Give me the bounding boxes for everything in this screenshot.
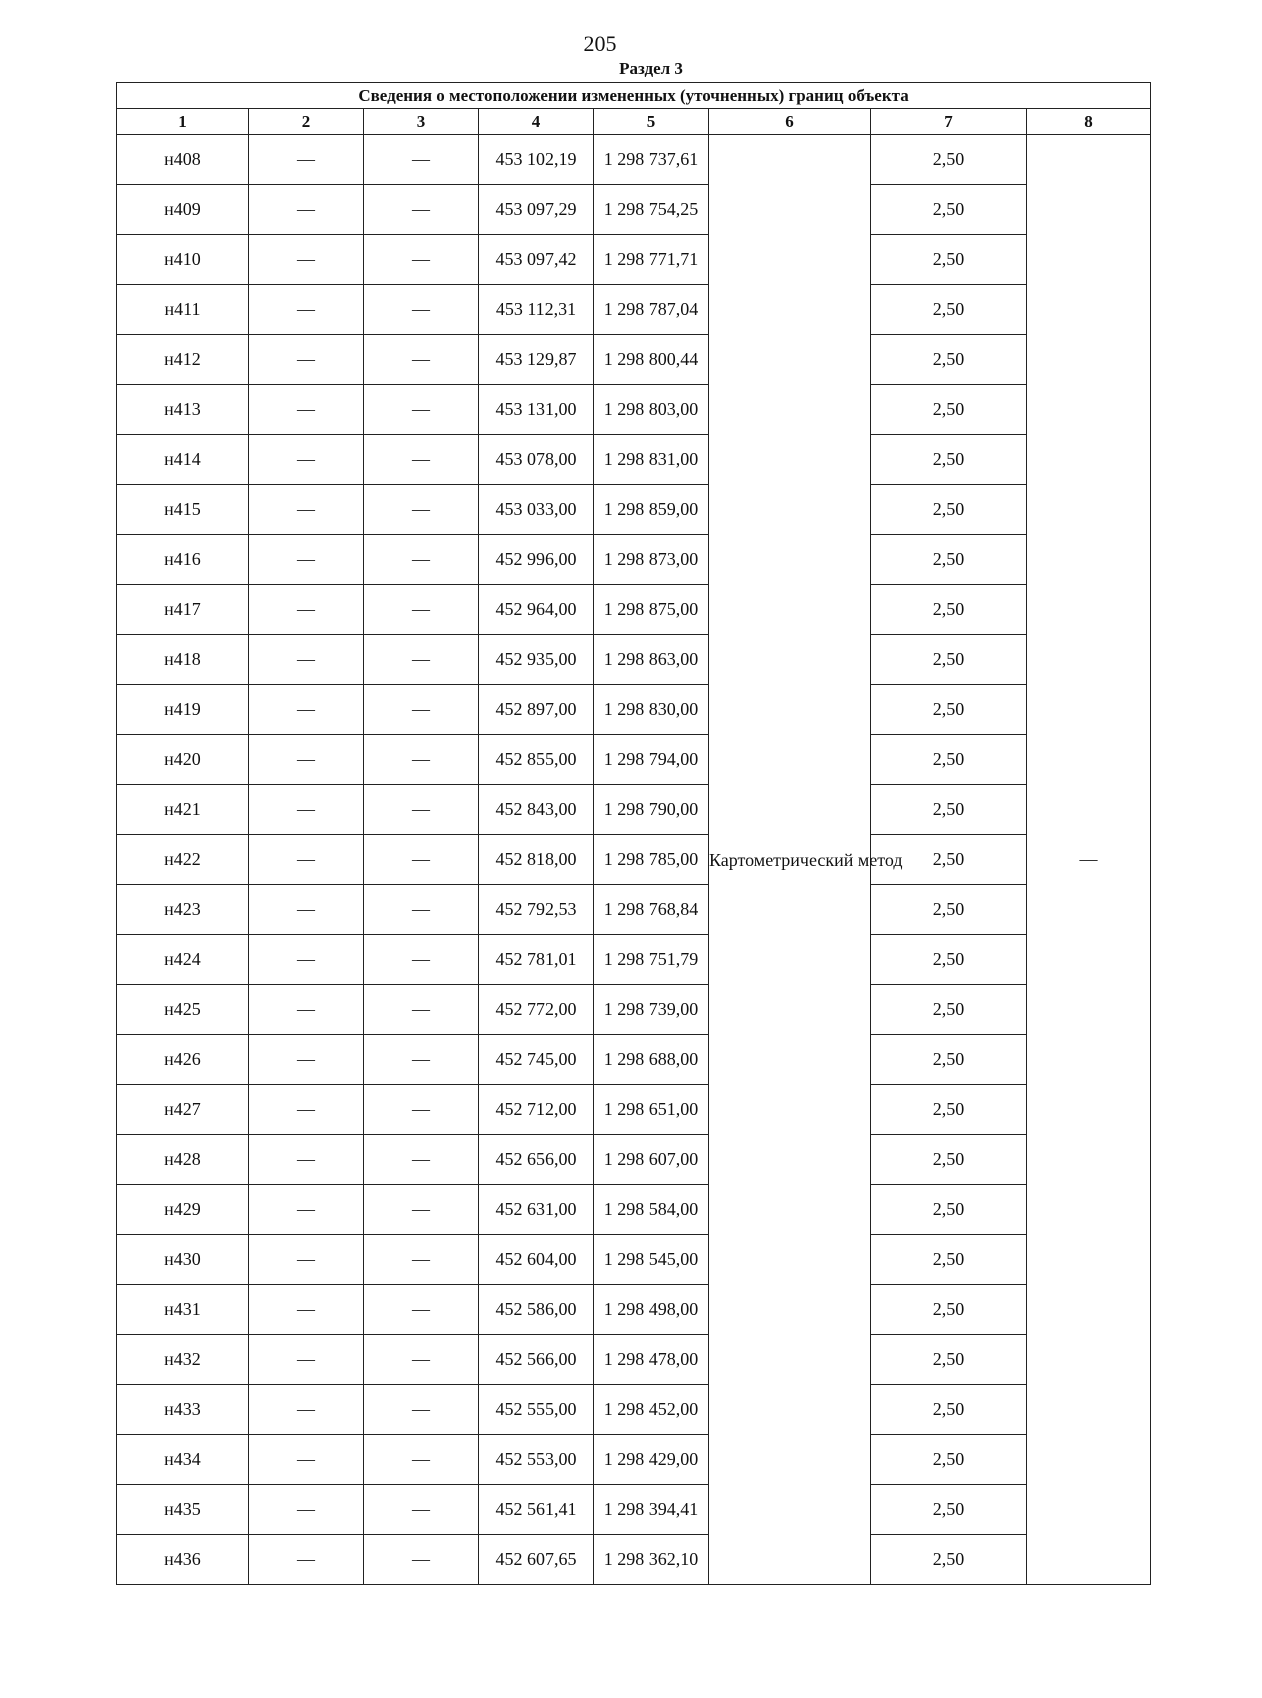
y-coordinate-cell: 1 298 545,00 (594, 1235, 709, 1285)
column-3-cell: — (364, 635, 479, 685)
point-id-cell: н415 (117, 485, 249, 535)
accuracy-cell: 2,50 (871, 635, 1027, 685)
table-row (117, 1385, 1151, 1435)
point-id-cell: н433 (117, 1385, 249, 1435)
accuracy-cell: 2,50 (871, 1535, 1027, 1585)
y-coordinate-cell: 1 298 873,00 (594, 535, 709, 585)
column-2-cell: — (249, 135, 364, 185)
table-row (117, 985, 1151, 1035)
accuracy-cell: 2,50 (871, 535, 1027, 585)
x-coordinate-cell: 453 131,00 (479, 385, 594, 435)
table-row (117, 335, 1151, 385)
section-title (0, 58, 1262, 80)
table-row (117, 735, 1151, 785)
accuracy-cell: 2,50 (871, 785, 1027, 835)
point-id-cell: н427 (117, 1085, 249, 1135)
column-2-cell: — (249, 1535, 364, 1585)
page-number: 205 (583, 31, 617, 56)
column-number-3: 3 (364, 109, 479, 135)
column-3-cell: — (364, 485, 479, 535)
x-coordinate-cell: 452 712,00 (479, 1085, 594, 1135)
column-3-cell: — (364, 535, 479, 585)
x-coordinate-cell: 452 843,00 (479, 785, 594, 835)
column-3-cell: — (364, 935, 479, 985)
point-id-cell: н421 (117, 785, 249, 835)
y-coordinate-cell: 1 298 498,00 (594, 1285, 709, 1335)
accuracy-cell: 2,50 (871, 1335, 1027, 1385)
accuracy-cell: 2,50 (871, 885, 1027, 935)
point-id-cell: н412 (117, 335, 249, 385)
accuracy-cell: 2,50 (871, 1385, 1027, 1435)
point-id-cell: н408 (117, 135, 249, 185)
point-id-cell: н434 (117, 1435, 249, 1485)
y-coordinate-cell: 1 298 800,44 (594, 335, 709, 385)
point-id-cell: н411 (117, 285, 249, 335)
x-coordinate-cell: 452 792,53 (479, 885, 594, 935)
accuracy-cell: 2,50 (871, 1085, 1027, 1135)
y-coordinate-cell: 1 298 429,00 (594, 1435, 709, 1485)
x-coordinate-cell: 453 129,87 (479, 335, 594, 385)
y-coordinate-cell: 1 298 785,00 (594, 835, 709, 885)
y-coordinate-cell: 1 298 768,84 (594, 885, 709, 935)
column-number-5: 5 (594, 109, 709, 135)
table-row (117, 435, 1151, 485)
column-3-cell: — (364, 1035, 479, 1085)
point-id-cell: н422 (117, 835, 249, 885)
point-id-cell: н420 (117, 735, 249, 785)
table-row (117, 1035, 1151, 1085)
y-coordinate-cell: 1 298 478,00 (594, 1335, 709, 1385)
table-caption: Сведения о местоположении измененных (уточненных) границ объекта (117, 83, 1151, 109)
point-id-cell: н436 (117, 1535, 249, 1585)
x-coordinate-cell: 452 996,00 (479, 535, 594, 585)
column-3-cell: — (364, 1385, 479, 1435)
method-cell: Картометрический метод (709, 135, 871, 1585)
column-2-cell: — (249, 585, 364, 635)
point-id-cell: н432 (117, 1335, 249, 1385)
column-2-cell: — (249, 1435, 364, 1485)
x-coordinate-cell: 453 097,42 (479, 235, 594, 285)
x-coordinate-cell: 452 745,00 (479, 1035, 594, 1085)
column-number-6: 6 (709, 109, 871, 135)
column-3-cell: — (364, 735, 479, 785)
table-row (117, 935, 1151, 985)
column-2-cell: — (249, 1285, 364, 1335)
accuracy-cell: 2,50 (871, 1035, 1027, 1085)
column-2-cell: — (249, 285, 364, 335)
column-2-cell: — (249, 785, 364, 835)
column-3-cell: — (364, 1535, 479, 1585)
point-id-cell: н417 (117, 585, 249, 635)
point-id-cell: н430 (117, 1235, 249, 1285)
x-coordinate-cell: 453 097,29 (479, 185, 594, 235)
column-2-cell: — (249, 435, 364, 485)
x-coordinate-cell: 452 604,00 (479, 1235, 594, 1285)
point-id-cell: н429 (117, 1185, 249, 1235)
x-coordinate-cell: 452 631,00 (479, 1185, 594, 1235)
point-id-cell: н428 (117, 1135, 249, 1185)
accuracy-cell: 2,50 (871, 1235, 1027, 1285)
column-2-cell: — (249, 735, 364, 785)
column-3-cell: — (364, 885, 479, 935)
x-coordinate-cell: 453 102,19 (479, 135, 594, 185)
y-coordinate-cell: 1 298 651,00 (594, 1085, 709, 1135)
y-coordinate-cell: 1 298 771,71 (594, 235, 709, 285)
column-3-cell: — (364, 1435, 479, 1485)
accuracy-cell: 2,50 (871, 185, 1027, 235)
table-row (117, 1085, 1151, 1135)
table-row (117, 1535, 1151, 1585)
column-3-cell: — (364, 985, 479, 1035)
point-id-cell: н424 (117, 935, 249, 985)
x-coordinate-cell: 452 964,00 (479, 585, 594, 635)
y-coordinate-cell: 1 298 751,79 (594, 935, 709, 985)
accuracy-cell: 2,50 (871, 135, 1027, 185)
accuracy-cell: 2,50 (871, 1285, 1027, 1335)
column-2-cell: — (249, 985, 364, 1035)
accuracy-cell: 2,50 (871, 1435, 1027, 1485)
y-coordinate-cell: 1 298 830,00 (594, 685, 709, 735)
x-coordinate-cell: 452 561,41 (479, 1485, 594, 1535)
column-3-cell: — (364, 335, 479, 385)
column-3-cell: — (364, 1285, 479, 1335)
x-coordinate-cell: 452 818,00 (479, 835, 594, 885)
y-coordinate-cell: 1 298 362,10 (594, 1535, 709, 1585)
x-coordinate-cell: 452 586,00 (479, 1285, 594, 1335)
point-id-cell: н425 (117, 985, 249, 1035)
x-coordinate-cell: 452 607,65 (479, 1535, 594, 1585)
accuracy-cell: 2,50 (871, 1485, 1027, 1535)
point-id-cell: н435 (117, 1485, 249, 1535)
table-row (117, 785, 1151, 835)
column-2-cell: — (249, 935, 364, 985)
y-coordinate-cell: 1 298 787,04 (594, 285, 709, 335)
column-3-cell: — (364, 1135, 479, 1185)
table-row (117, 235, 1151, 285)
column-3-cell: — (364, 135, 479, 185)
column-3-cell: — (364, 1185, 479, 1235)
column-3-cell: — (364, 185, 479, 235)
table-row (117, 485, 1151, 535)
column-2-cell: — (249, 235, 364, 285)
table-row (117, 685, 1151, 735)
table-row (117, 835, 1151, 885)
column-3-cell: — (364, 285, 479, 335)
column-3-cell: — (364, 1085, 479, 1135)
accuracy-cell: 2,50 (871, 335, 1027, 385)
point-id-cell: н423 (117, 885, 249, 935)
column-2-cell: — (249, 185, 364, 235)
table-row (117, 585, 1151, 635)
point-id-cell: н431 (117, 1285, 249, 1335)
y-coordinate-cell: 1 298 394,41 (594, 1485, 709, 1535)
x-coordinate-cell: 452 553,00 (479, 1435, 594, 1485)
column-3-cell: — (364, 1235, 479, 1285)
x-coordinate-cell: 452 855,00 (479, 735, 594, 785)
y-coordinate-cell: 1 298 790,00 (594, 785, 709, 835)
y-coordinate-cell: 1 298 863,00 (594, 635, 709, 685)
y-coordinate-cell: 1 298 831,00 (594, 435, 709, 485)
x-coordinate-cell: 452 656,00 (479, 1135, 594, 1185)
table-row (117, 135, 1151, 185)
column-3-cell: — (364, 585, 479, 635)
x-coordinate-cell: 452 935,00 (479, 635, 594, 685)
accuracy-cell: 2,50 (871, 285, 1027, 335)
column-2-cell: — (249, 685, 364, 735)
x-coordinate-cell: 452 772,00 (479, 985, 594, 1035)
note-cell: — (1027, 135, 1151, 1585)
x-coordinate-cell: 452 897,00 (479, 685, 594, 735)
point-id-cell: н414 (117, 435, 249, 485)
section-title-text: Раздел 3 (619, 59, 683, 78)
column-number-8: 8 (1027, 109, 1151, 135)
accuracy-cell: 2,50 (871, 1135, 1027, 1185)
y-coordinate-cell: 1 298 452,00 (594, 1385, 709, 1435)
x-coordinate-cell: 452 781,01 (479, 935, 594, 985)
column-number-1: 1 (117, 109, 249, 135)
column-2-cell: — (249, 335, 364, 385)
accuracy-cell: 2,50 (871, 1185, 1027, 1235)
column-2-cell: — (249, 535, 364, 585)
x-coordinate-cell: 452 566,00 (479, 1335, 594, 1385)
column-2-cell: — (249, 1135, 364, 1185)
column-3-cell: — (364, 785, 479, 835)
y-coordinate-cell: 1 298 803,00 (594, 385, 709, 435)
column-3-cell: — (364, 1485, 479, 1535)
accuracy-cell: 2,50 (871, 585, 1027, 635)
table-row (117, 1435, 1151, 1485)
column-number-7: 7 (871, 109, 1027, 135)
column-2-cell: — (249, 885, 364, 935)
point-id-cell: н419 (117, 685, 249, 735)
table-row (117, 1135, 1151, 1185)
point-id-cell: н418 (117, 635, 249, 685)
column-3-cell: — (364, 235, 479, 285)
y-coordinate-cell: 1 298 737,61 (594, 135, 709, 185)
y-coordinate-cell: 1 298 607,00 (594, 1135, 709, 1185)
accuracy-cell: 2,50 (871, 835, 1027, 885)
y-coordinate-cell: 1 298 584,00 (594, 1185, 709, 1235)
column-2-cell: — (249, 1385, 364, 1435)
point-id-cell: н416 (117, 535, 249, 585)
column-3-cell: — (364, 385, 479, 435)
point-id-cell: н409 (117, 185, 249, 235)
table-row (117, 1285, 1151, 1335)
point-id-cell: н410 (117, 235, 249, 285)
column-number-2: 2 (249, 109, 364, 135)
column-number-row (117, 109, 1151, 135)
x-coordinate-cell: 453 033,00 (479, 485, 594, 535)
column-2-cell: — (249, 1185, 364, 1235)
table-body (117, 135, 1151, 1585)
accuracy-cell: 2,50 (871, 435, 1027, 485)
column-2-cell: — (249, 1485, 364, 1535)
table-row (117, 1335, 1151, 1385)
table-row (117, 885, 1151, 935)
table-row (117, 385, 1151, 435)
y-coordinate-cell: 1 298 875,00 (594, 585, 709, 635)
table-row (117, 635, 1151, 685)
accuracy-cell: 2,50 (871, 485, 1027, 535)
column-3-cell: — (364, 1335, 479, 1385)
y-coordinate-cell: 1 298 859,00 (594, 485, 709, 535)
y-coordinate-cell: 1 298 754,25 (594, 185, 709, 235)
column-2-cell: — (249, 1235, 364, 1285)
accuracy-cell: 2,50 (871, 385, 1027, 435)
column-2-cell: — (249, 1035, 364, 1085)
column-3-cell: — (364, 435, 479, 485)
accuracy-cell: 2,50 (871, 735, 1027, 785)
y-coordinate-cell: 1 298 794,00 (594, 735, 709, 785)
table-row (117, 285, 1151, 335)
accuracy-cell: 2,50 (871, 685, 1027, 735)
accuracy-cell: 2,50 (871, 935, 1027, 985)
table-row (117, 1235, 1151, 1285)
column-2-cell: — (249, 1335, 364, 1385)
x-coordinate-cell: 453 112,31 (479, 285, 594, 335)
column-3-cell: — (364, 835, 479, 885)
column-number-4: 4 (479, 109, 594, 135)
column-2-cell: — (249, 835, 364, 885)
table-row (117, 1185, 1151, 1235)
column-3-cell: — (364, 685, 479, 735)
point-id-cell: н426 (117, 1035, 249, 1085)
column-2-cell: — (249, 635, 364, 685)
column-2-cell: — (249, 385, 364, 435)
column-2-cell: — (249, 485, 364, 535)
y-coordinate-cell: 1 298 739,00 (594, 985, 709, 1035)
point-id-cell: н413 (117, 385, 249, 435)
table-row (117, 535, 1151, 585)
x-coordinate-cell: 453 078,00 (479, 435, 594, 485)
accuracy-cell: 2,50 (871, 235, 1027, 285)
accuracy-cell: 2,50 (871, 985, 1027, 1035)
boundary-coordinates-table (116, 82, 1151, 1585)
table-row (117, 1485, 1151, 1535)
table-row (117, 185, 1151, 235)
x-coordinate-cell: 452 555,00 (479, 1385, 594, 1435)
column-2-cell: — (249, 1085, 364, 1135)
y-coordinate-cell: 1 298 688,00 (594, 1035, 709, 1085)
